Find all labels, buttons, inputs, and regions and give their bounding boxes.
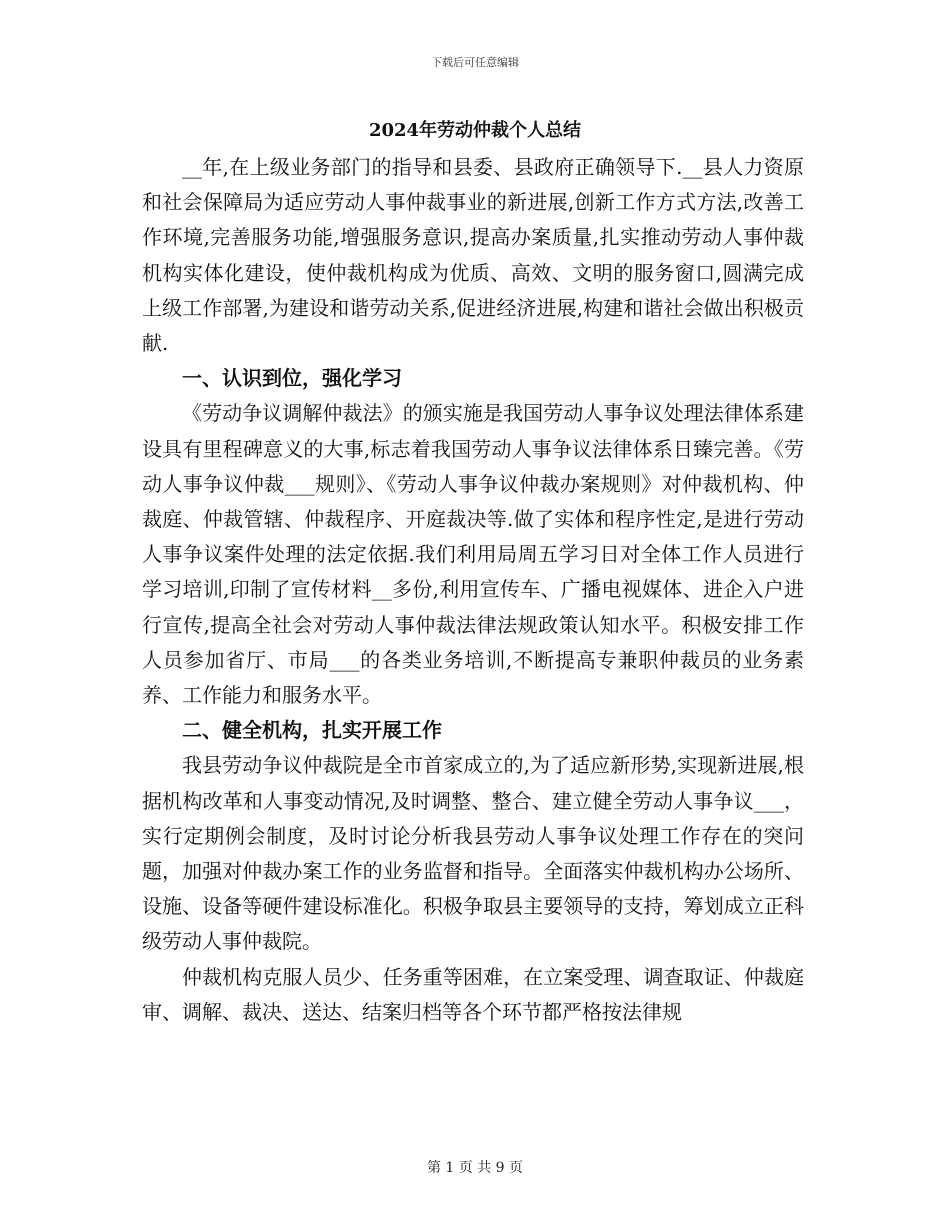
paragraph-section-1: 《劳动争议调解仲裁法》的颁实施是我国劳动人事争议处理法律体系建设具有里程碑意义的大事,标志着我国劳动人事争议法律体系日臻完善。《劳动人事争议仲裁___规则》、《劳动人事争议仲裁办案规则》对仲裁机构、仲裁庭、仲裁管辖、仲裁程序、开庭裁决等.做了实体和程序性定,是进行劳动人事争议案件处理的法定依据.我们利用局周五学习日对全体工作人员进行学习培训,印制了宣传材料__多份,利用宣传车、广播电视媒体、进企入户进行宣传,提高全社会对劳动人事仲裁法律法规政策认知水平。积极安排工作人员参加省厅、市局___的各类业务培训,不断提高专兼职仲裁员的业务素养、工作能力和服务水平。 bbox=[142, 401, 804, 708]
paragraph-intro: __年,在上级业务部门的指导和县委、县政府正确领导下.__县人力资原和社会保障局为适应劳动人事仲裁事业的新进展,创新工作方式方法,改善工作环境,完善服务功能,增强服务意识,提高办案质量,扎实推动劳动人事仲裁机构实体化建设，使仲裁机构成为优质、高效、文明的服务窗口,圆满完成上级工作部署,为建设和谐劳动关系,促进经济进展,构建和谐社会做出积极贡献. bbox=[142, 155, 804, 356]
document-body bbox=[142, 150, 804, 1030]
document-title: 2024年劳动仲裁个人总结 bbox=[368, 120, 582, 141]
paragraph-section-2: 我县劳动争议仲裁院是全市首家成立的,为了适应新形势,实现新进展,根据机构改革和人事变动情况,及时调整、整合、建立健全劳动人事争议___，实行定期例会制度，及时讨论分析我县劳动人事争议处理工作存在的突问题，加强对仲裁办案工作的业务监督和指导。全面落实仲裁机构办公场所、设施、设备等硬件建设标准化。积极争取县主要领导的支持，筹划成立正科级劳动人事仲裁院。 bbox=[142, 753, 804, 954]
section-heading-1: 一、认识到位，强化学习 bbox=[182, 366, 402, 391]
section-heading-2: 二、健全机构，扎实开展工作 bbox=[182, 718, 442, 743]
page-header: 下载后可任意编辑 bbox=[431, 56, 519, 69]
page-footer: 第 1 页 共 9 页 bbox=[426, 1160, 524, 1176]
paragraph-section-2b: 仲裁机构克服人员少、任务重等困难，在立案受理、调查取证、仲裁庭审、调解、裁决、送达、结案归档等各个环节都严格按法律规 bbox=[142, 964, 804, 1024]
